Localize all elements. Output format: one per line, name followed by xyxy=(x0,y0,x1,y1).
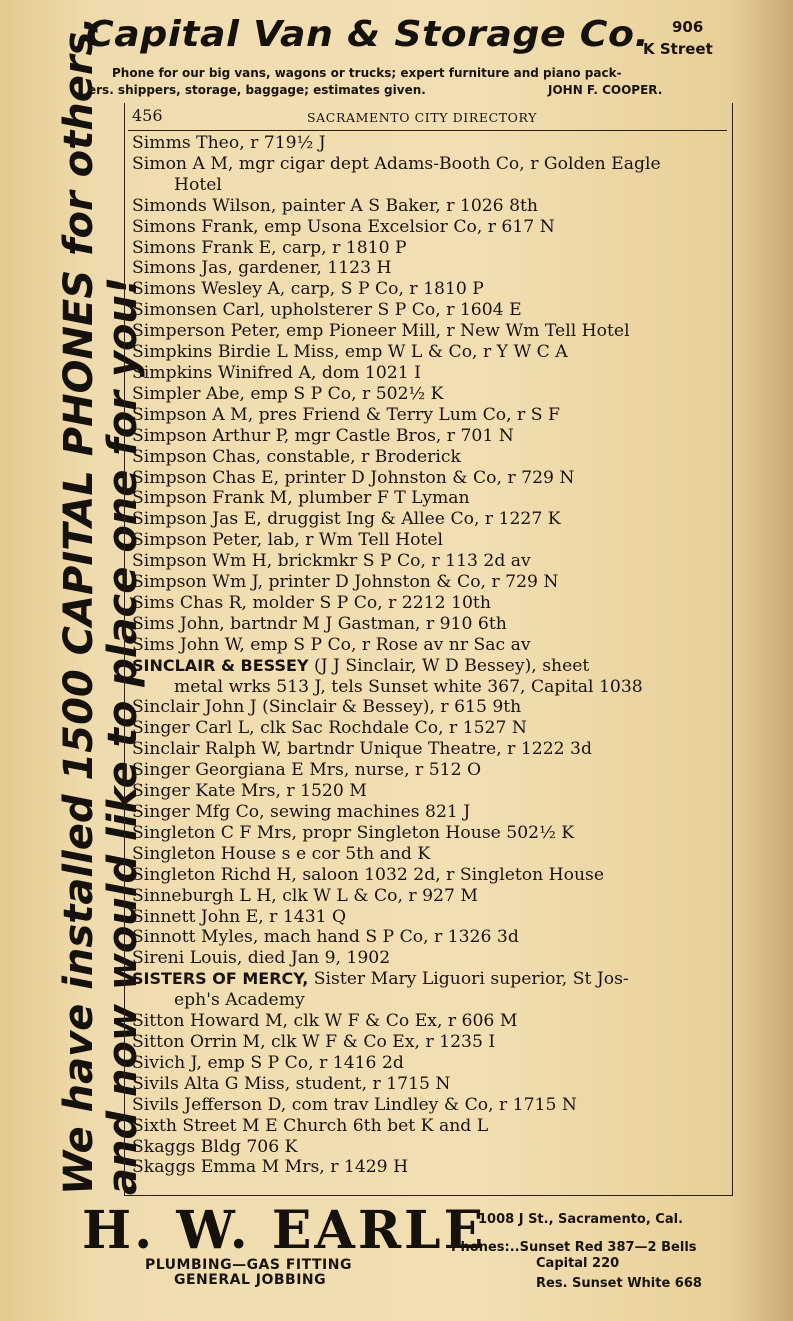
entry-text: Skaggs Bldg 706 K xyxy=(132,1136,298,1157)
ad-address-street: K Street xyxy=(643,40,713,58)
directory-entry xyxy=(132,697,730,718)
directory-entry xyxy=(132,384,730,405)
page-number: 456 xyxy=(132,106,163,125)
entry-text: Sivich J, emp S P Co, r 1416 2d xyxy=(132,1052,404,1073)
entry-text: Simons Frank, emp Usona Excelsior Co, r 617 N xyxy=(132,216,555,237)
entry-text: Simonsen Carl, upholsterer S P Co, r 1604 E xyxy=(132,300,522,321)
entry-text: Sitton Orrin M, clk W F & Co Ex, r 1235 I xyxy=(132,1031,496,1052)
directory-entries xyxy=(132,133,730,1178)
entry-text: Singer Kate Mrs, r 1520 M xyxy=(132,781,367,802)
entry-text: Sinnott Myles, mach hand S P Co, r 1326 3d xyxy=(132,927,519,948)
entry-text: Simpkins Birdie L Miss, emp W L & Co, r Y W C A xyxy=(132,342,568,363)
ad-description-line2: ers. shippers, storage, baggage; estimates given. xyxy=(88,83,426,97)
directory-entry xyxy=(132,1116,730,1137)
top-advertisement xyxy=(0,0,793,100)
side-advertisement xyxy=(12,16,146,1195)
directory-entry xyxy=(132,1095,730,1116)
entry-text: Sims Chas R, molder S P Co, r 2212 10th xyxy=(132,592,491,613)
directory-entry xyxy=(132,238,730,259)
entry-text: Singleton C F Mrs, propr Singleton House 502½ K xyxy=(132,822,575,843)
entry-text: Sinclair John J (Sinclair & Bessey), r 615 9th xyxy=(132,697,522,718)
directory-entry xyxy=(132,258,730,279)
entry-text: Simpson Wm J, printer D Johnston & Co, r 729 N xyxy=(132,572,559,593)
entry-text: Sims John, bartndr M J Gastman, r 910 6th xyxy=(132,613,507,634)
entry-text: Hotel xyxy=(174,174,222,195)
directory-entry xyxy=(132,823,730,844)
header-rule xyxy=(128,130,727,131)
entry-text: Singer Mfg Co, sewing machines 821 J xyxy=(132,802,471,822)
entry-text: Singleton Richd H, saloon 1032 2d, r Singleton House xyxy=(132,864,605,885)
directory-entry xyxy=(132,1157,730,1178)
directory-entry xyxy=(132,969,730,990)
directory-entry xyxy=(132,718,730,739)
directory-entry-continuation xyxy=(132,990,730,1011)
directory-entry xyxy=(132,614,730,635)
directory-entry xyxy=(132,1137,730,1158)
entry-text: Simons Frank E, carp, r 1810 P xyxy=(132,237,407,258)
directory-entry xyxy=(132,530,730,551)
directory-entry xyxy=(132,886,730,907)
entry-text: eph's Academy xyxy=(174,990,305,1011)
directory-entry xyxy=(132,760,730,781)
entry-text: metal wrks 513 J, tels Sunset white 367, Capital 1038 xyxy=(174,676,643,697)
running-head: SACRAMENTO CITY DIRECTORY xyxy=(307,110,538,125)
entry-text: Sixth Street M E Church 6th bet K and L xyxy=(132,1115,489,1136)
ad-description-line1: Phone for our big vans, wagons or trucks; expert furniture and piano pack- xyxy=(112,66,622,80)
directory-entry xyxy=(132,656,730,677)
directory-entry xyxy=(132,635,730,656)
earle-phones-line3: Res. Sunset White 668 xyxy=(536,1276,702,1291)
directory-entry xyxy=(132,1074,730,1095)
earle-trade-line2: GENERAL JOBBING xyxy=(174,1272,327,1288)
entry-text: Sitton Howard M, clk W F & Co Ex, r 606 M xyxy=(132,1011,518,1032)
side-ad-line1: We have installed 1500 CAPITAL PHONES for others, xyxy=(56,16,102,1195)
entry-text: Simpson A M, pres Friend & Terry Lum Co, r S F xyxy=(132,404,560,425)
entry-text: Simpler Abe, emp S P Co, r 502½ K xyxy=(132,383,444,404)
directory-entry xyxy=(132,1053,730,1074)
entry-text: Simpson Jas E, druggist Ing & Allee Co, r 1227 K xyxy=(132,509,561,530)
directory-entry xyxy=(132,781,730,802)
directory-entry xyxy=(132,468,730,489)
ad-proprietor: JOHN F. COOPER. xyxy=(548,83,663,97)
directory-entry xyxy=(132,321,730,342)
entry-text: Sireni Louis, died Jan 9, 1902 xyxy=(132,948,391,969)
entry-text: Simonds Wilson, painter A S Baker, r 1026 8th xyxy=(132,195,538,216)
directory-entry xyxy=(132,133,730,154)
directory-entry-continuation xyxy=(132,175,730,196)
entry-text: Simpson Wm H, brickmkr S P Co, r 113 2d av xyxy=(132,551,531,572)
directory-entry xyxy=(132,1032,730,1053)
entry-text: Sinnett John E, r 1431 Q xyxy=(132,906,347,927)
directory-entry xyxy=(132,1011,730,1032)
directory-entry xyxy=(132,363,730,384)
entry-text: Simpson Peter, lab, r Wm Tell Hotel xyxy=(132,530,444,551)
directory-entry xyxy=(132,154,730,175)
directory-entry xyxy=(132,300,730,321)
entry-text: Simons Wesley A, carp, S P Co, r 1810 P xyxy=(132,279,484,300)
directory-entry xyxy=(132,948,730,969)
entry-text: Sims John W, emp S P Co, r Rose av nr Sac av xyxy=(132,634,531,655)
entry-text: (J J Sinclair, W D Bessey), sheet xyxy=(308,655,590,676)
entry-text: Singer Georgiana E Mrs, nurse, r 512 O xyxy=(132,760,482,781)
directory-entry xyxy=(132,279,730,300)
directory-entry xyxy=(132,551,730,572)
earle-address: 1008 J St., Sacramento, Cal. xyxy=(478,1212,684,1227)
directory-entry xyxy=(132,927,730,948)
directory-entry xyxy=(132,488,730,509)
entry-business-name: SINCLAIR & BESSEY xyxy=(132,655,309,675)
entry-text: Skaggs Emma M Mrs, r 1429 H xyxy=(132,1157,409,1178)
ad-company-name: Capital Van & Storage Co. xyxy=(86,14,650,55)
directory-entry xyxy=(132,426,730,447)
entry-text: Simpson Arthur P, mgr Castle Bros, r 701 N xyxy=(132,425,514,446)
directory-entry xyxy=(132,593,730,614)
entry-text: Singleton House s e cor 5th and K xyxy=(132,843,431,864)
earle-name: H. W. EARLE xyxy=(82,1200,487,1261)
entry-text: Sivils Jefferson D, com trav Lindley & Co, r 1715 N xyxy=(132,1094,577,1115)
entry-text: Simpson Chas E, printer D Johnston & Co, r 729 N xyxy=(132,467,575,488)
directory-entry xyxy=(132,572,730,593)
directory-entry xyxy=(132,217,730,238)
ad-address-number: 906 xyxy=(672,18,704,36)
entry-text: Simms Theo, r 719½ J xyxy=(132,133,326,153)
entry-text: Simon A M, mgr cigar dept Adams-Booth Co, r Golden Eagle xyxy=(132,153,661,174)
entry-text: Sinclair Ralph W, bartndr Unique Theatre, r 1222 3d xyxy=(132,739,592,760)
directory-entry-continuation xyxy=(132,677,730,698)
entry-text: Simpson Chas, constable, r Broderick xyxy=(132,446,461,467)
directory-entry xyxy=(132,342,730,363)
entry-business-name: SISTERS OF MERCY, xyxy=(132,969,309,989)
entry-text: Singer Carl L, clk Sac Rochdale Co, r 1527 N xyxy=(132,718,527,739)
directory-entry xyxy=(132,844,730,865)
entry-text: Sister Mary Liguori superior, St Jos- xyxy=(308,969,629,990)
directory-entry xyxy=(132,739,730,760)
side-ad-line2: and now would like to place one for you! xyxy=(100,276,146,1195)
entry-text: Simons Jas, gardener, 1123 H xyxy=(132,258,392,279)
entry-text: Simpson Frank M, plumber F T Lyman xyxy=(132,488,470,509)
directory-entry xyxy=(132,802,730,823)
entry-text: Simperson Peter, emp Pioneer Mill, r New Wm Tell Hotel xyxy=(132,321,630,342)
earle-trade-line1: PLUMBING—GAS FITTING xyxy=(145,1257,352,1273)
entry-text: Sivils Alta G Miss, student, r 1715 N xyxy=(132,1073,451,1094)
earle-phones-line2: Capital 220 xyxy=(536,1256,620,1271)
directory-entry xyxy=(132,509,730,530)
directory-entry xyxy=(132,196,730,217)
entry-text: Simpkins Winifred A, dom 1021 I xyxy=(132,362,421,383)
earle-phones-line1: Phones:..Sunset Red 387—2 Bells xyxy=(451,1240,697,1255)
directory-entry xyxy=(132,447,730,468)
directory-entry xyxy=(132,405,730,426)
footer-rule xyxy=(124,1195,733,1196)
directory-entry xyxy=(132,865,730,886)
entry-text: Sinneburgh L H, clk W L & Co, r 927 M xyxy=(132,885,478,906)
page-header xyxy=(132,106,727,130)
directory-entry xyxy=(132,907,730,928)
